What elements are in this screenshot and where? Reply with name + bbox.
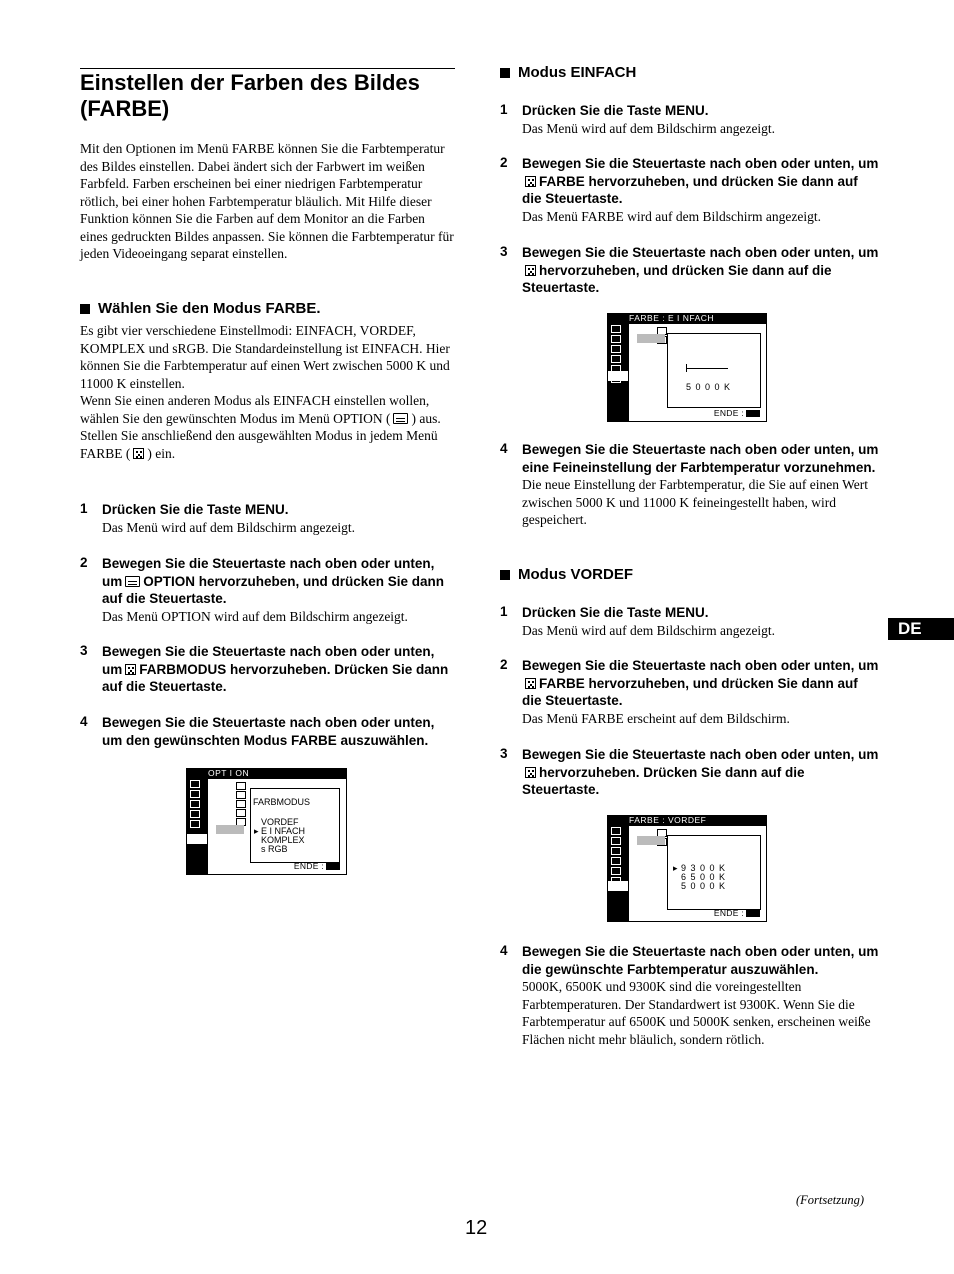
menu-button-icon <box>326 863 340 870</box>
color-icon <box>525 678 536 689</box>
osd-pointer: ▸ <box>673 863 678 873</box>
page-title: Einstellen der Farben des Bildes (FARBE) <box>80 70 420 121</box>
section-heading-vordef: Modus VORDEF <box>500 566 633 583</box>
bullet-square-icon <box>500 570 510 580</box>
color-icon <box>525 265 536 276</box>
einfach-step-2: 2 Bewegen Sie die Steuertaste nach oben oder unten, umFARBE hervorzuheben, und drücken Sie dann auf die Steuertaste. Das Menü FARBE wird auf dem Bildschirm angezeigt. <box>500 155 879 224</box>
osd-option-panel: FARBMODUS VORDEF ▸ E I NFACH KOMPLEX s RGB <box>250 788 340 863</box>
step-1: 1 Drücken Sie die Taste MENU. Das Menü wird auf dem Bildschirm angezeigt. <box>80 501 356 535</box>
einfach-step-4: 4 Bewegen Sie die Steuertaste nach oben oder unten, um eine Feineinstellung der Farbtemperatur vorzunehmen. Die neue Einstellung der Farbtemperatur, die Sie auf einen Wert zwischen 5000 K und 11000 K feineingestellt haben, wird gespeichert. <box>500 441 879 527</box>
einfach-step-3: 3 Bewegen Sie die Steuertaste nach oben oder unten, umhervorzuheben, und drücken Sie dann auf die Steuertaste. <box>500 244 879 295</box>
page-number: 12 <box>465 1217 488 1239</box>
option-icon <box>125 576 140 587</box>
menu-button-icon <box>746 410 760 417</box>
step-3: 3 Bewegen Sie die Steuertaste nach oben oder unten, um FARBMODUS hervorzuheben. Drücken Sie dann auf die Steuertaste. <box>80 643 449 694</box>
osd-ende: ENDE : <box>294 861 340 871</box>
einfach-step-1: 1 Drücken Sie die Taste MENU. Das Menü wird auf dem Bildschirm angezeigt. <box>500 102 776 136</box>
osd-ende: ENDE : <box>714 408 760 418</box>
bullet-square-icon <box>80 304 90 314</box>
section-heading-mode: Wählen Sie den Modus FARBE. <box>80 300 321 317</box>
menu-button-icon <box>746 910 760 917</box>
color-icon <box>133 448 144 459</box>
osd-pointer: ▸ <box>254 826 259 836</box>
osd-vordef-panel: ▸ 9 3 0 0 K 6 5 0 0 K 5 0 0 0 K <box>667 835 761 910</box>
osd-highlight <box>216 825 244 834</box>
title-rule <box>80 68 455 69</box>
continued-note: (Fortsetzung) <box>796 1193 865 1207</box>
osd-einfach-menu: FARBE : E I NFACH 5 0 0 0 K ENDE : <box>607 313 767 422</box>
language-tab: DE <box>888 618 954 640</box>
osd-selected-icon <box>187 834 207 844</box>
slider-bar <box>686 368 728 369</box>
mode-paragraph: Es gibt vier verschiedene Einstellmodi: EINFACH, VORDEF, KOMPLEX und sRGB. Die Standardeinstellung ist EINFACH. Hier können Sie die Farbtemperatur auf einen Wert zwischen 5000 K und 11000 K einstellen. Wenn Sie einen anderen Modus als EINFACH einstellen wollen, wählen Sie den gewünschten Modus im Menü OPTION ( ) aus. Stellen Sie anschließend den ausgewählten Modus in jedem Menü FARBE ( ) ein. <box>80 323 450 461</box>
color-icon <box>525 767 536 778</box>
osd-vordef-menu: FARBE : VORDEF ▸ 9 3 0 0 K 6 5 0 0 K 5 0 0 0 K ENDE : <box>607 815 767 922</box>
vordef-step-3: 3 Bewegen Sie die Steuertaste nach oben oder unten, umhervorzuheben. Drücken Sie dann auf die Steuertaste. <box>500 746 879 797</box>
vordef-step-1: 1 Drücken Sie die Taste MENU. Das Menü wird auf dem Bildschirm angezeigt. <box>500 604 776 638</box>
osd-menu-icons <box>609 825 627 885</box>
osd-option-menu: OPT I ON FARBMODUS VORDEF ▸ E I NFACH KOMPLEX s RGB ENDE : <box>186 768 347 875</box>
osd-highlight <box>637 334 665 343</box>
osd-submenu-icons <box>230 781 242 827</box>
step-2: 2 Bewegen Sie die Steuertaste nach oben oder unten, um OPTION hervorzuheben, und drücken Sie dann auf die Steuertaste. Das Menü OPTION wird auf dem Bildschirm angezeigt. <box>80 555 445 624</box>
bullet-square-icon <box>500 68 510 78</box>
vordef-step-2: 2 Bewegen Sie die Steuertaste nach oben oder unten, umFARBE hervorzuheben, und drücken Sie dann auf die Steuertaste. Das Menü FARBE erscheint auf dem Bildschirm. <box>500 657 879 726</box>
intro-paragraph: Mit den Optionen im Menü FARBE können Sie die Farbtemperatur des Bildes einstellen. Dabei ändert sich der Farbwert im weißen Farbfeld. Farben erscheinen bei einer niedrigen Farbtemperatur rötlich, bei einer hohen Farbtemperatur bläulich. Mit Hilfe dieser Funktion können Sie die Farben auf dem Monitor an die Farben eines gedruckten Bildes anpassen. Sie können die Farbtemperatur für jeden Videoeingang separat einstellen. <box>80 141 454 261</box>
option-icon <box>393 413 408 424</box>
osd-selected-icon <box>608 371 628 381</box>
osd-selected-icon <box>608 881 628 891</box>
color-icon <box>125 664 136 675</box>
step-4: 4 Bewegen Sie die Steuertaste nach oben oder unten, um den gewünschten Modus FARBE auszuwählen. <box>80 714 435 748</box>
vordef-step-4: 4 Bewegen Sie die Steuertaste nach oben oder unten, um die gewünschte Farbtemperatur auszuwählen. 5000K, 6500K und 9300K sind die voreingestellten Farbtemperaturen. Der Standardwert ist 9300K. Wenn Sie die Farbtemperatur auf 6500K und 5000K senken, erscheinen weiße Flächen nicht mehr bläulich, sondern rötlich. <box>500 943 879 1047</box>
osd-einfach-panel: 5 0 0 0 K <box>667 333 761 408</box>
osd-ende: ENDE : <box>714 908 760 918</box>
osd-highlight <box>637 836 665 845</box>
osd-menu-icons <box>188 778 206 828</box>
color-icon <box>525 176 536 187</box>
section-heading-einfach: Modus EINFACH <box>500 64 636 81</box>
